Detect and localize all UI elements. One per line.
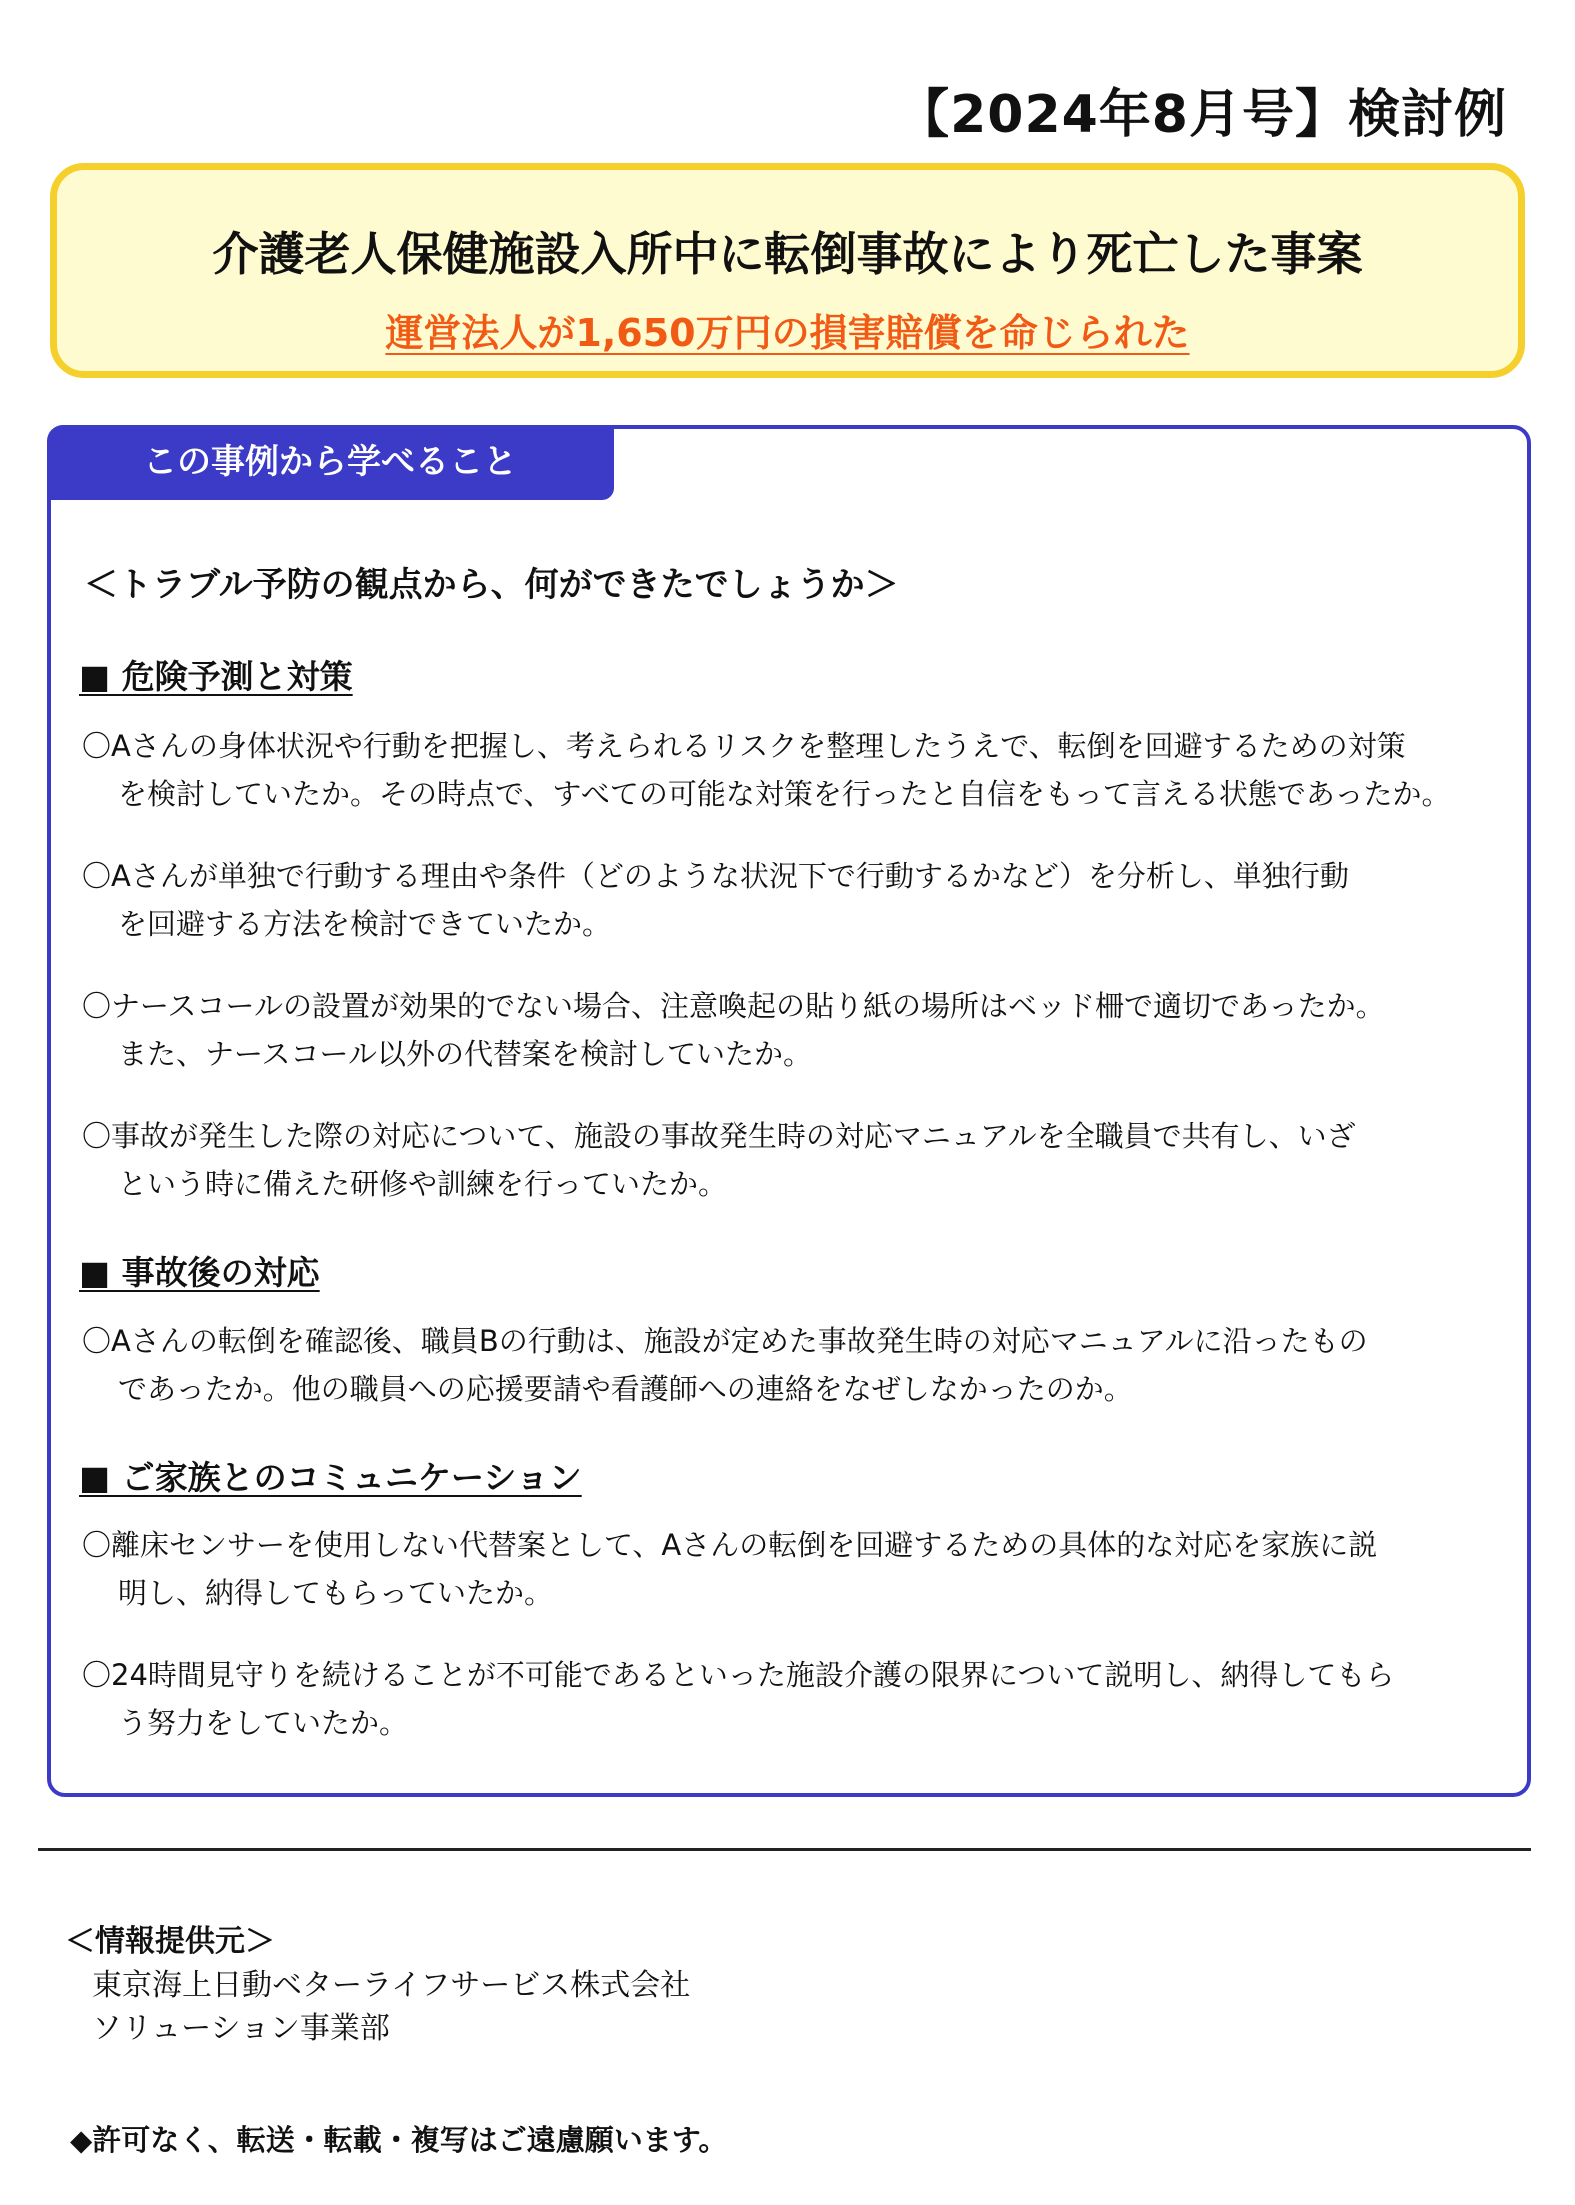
lesson-item-line: という時に備えた研修や訓練を行っていたか。	[118, 1167, 728, 1201]
case-ruling-subtitle: 運営法人が1,650万円の損害賠償を命じられた	[385, 311, 1190, 355]
lesson-item-line: 〇Aさんの転倒を確認後、職員Bの行動は、施設が定めた事故発生時の対応マニュアルに沿ったもの	[82, 1324, 1368, 1358]
copyright-notice: ◆許可なく、転送・転載・複写はご遠慮願います。	[70, 2123, 728, 2157]
lesson-item-line: 〇Aさんの身体状況や行動を把握し、考えられるリスクを整理したうえで、転倒を回避するための対策	[82, 729, 1406, 763]
lesson-item	[82, 1317, 1512, 1413]
case-summary-box	[50, 163, 1525, 378]
lesson-item-line: 〇ナースコールの設置が効果的でない場合、注意喚起の貼り紙の場所はベッド柵で適切であったか。	[82, 989, 1385, 1023]
source-heading: ＜情報提供元＞	[65, 1924, 275, 1959]
section-heading-risk-prediction: ■ 危険予測と対策	[79, 657, 353, 696]
lesson-item-line: う努力をしていたか。	[118, 1706, 409, 1740]
lesson-item	[82, 982, 1512, 1078]
section-heading-family-communication: ■ ご家族とのコミュニケーション	[79, 1458, 582, 1497]
source-company: 東京海上日動ベターライフサービス株式会社	[92, 1968, 691, 2003]
lesson-item	[82, 722, 1512, 818]
lesson-item	[82, 1521, 1512, 1617]
lesson-item	[82, 852, 1512, 948]
lesson-item-line: であったか。他の職員への応援要請や看護師への連絡をなぜしなかったのか。	[118, 1372, 1133, 1406]
lesson-item-line: を回避する方法を検討できていたか。	[118, 907, 612, 941]
section-heading-post-accident: ■ 事故後の対応	[79, 1253, 320, 1292]
lessons-question: ＜トラブル予防の観点から、何ができたでしょうか＞	[84, 565, 899, 605]
lessons-tab-label: この事例から学べること	[47, 425, 614, 500]
lesson-item	[82, 1651, 1512, 1747]
lesson-item	[82, 1112, 1512, 1208]
lesson-item-line: 〇Aさんが単独で行動する理由や条件（どのような状況下で行動するかなど）を分析し、単独行動	[82, 859, 1349, 893]
issue-heading: 【2024年8月号】検討例	[897, 85, 1507, 145]
lesson-item-line: また、ナースコール以外の代替案を検討していたか。	[118, 1037, 812, 1071]
source-department: ソリューション事業部	[92, 2011, 390, 2046]
footer-divider	[38, 1848, 1531, 1851]
lesson-item-line: 〇事故が発生した際の対応について、施設の事故発生時の対応マニュアルを全職員で共有し、いざ	[82, 1119, 1356, 1153]
lesson-item-line: を検討していたか。その時点で、すべての可能な対策を行ったと自信をもって言える状態であったか。	[118, 777, 1451, 811]
lesson-item-line: 明し、納得してもらっていたか。	[118, 1576, 554, 1610]
lessons-panel	[47, 425, 1531, 1797]
case-title: 介護老人保健施設入所中に転倒事故により死亡した事案	[212, 227, 1363, 281]
lesson-item-line: 〇24時間見守りを続けることが不可能であるといった施設介護の限界について説明し、納得してもら	[82, 1658, 1395, 1692]
lesson-item-line: 〇離床センサーを使用しない代替案として、Aさんの転倒を回避するための具体的な対応を家族に説	[82, 1528, 1378, 1562]
